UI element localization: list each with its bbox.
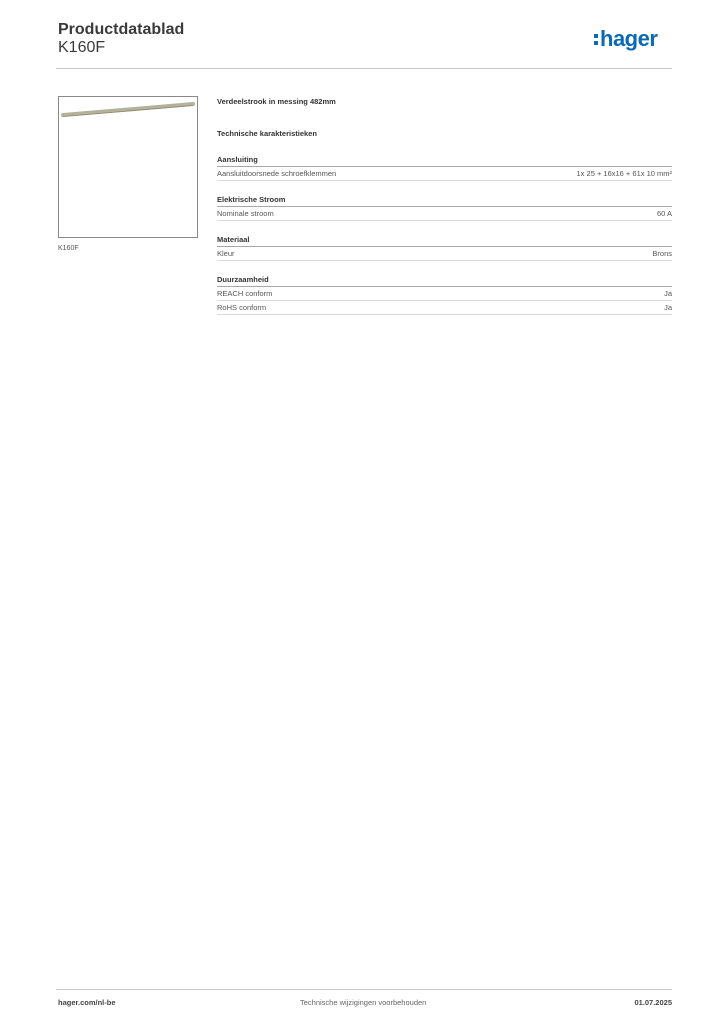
spec-label: Kleur: [217, 249, 235, 258]
spec-group-materiaal: [217, 234, 672, 261]
hager-logo: [594, 28, 657, 50]
footer-rule: [56, 989, 672, 990]
doc-subtitle: K160F: [58, 39, 106, 56]
header-rule: [56, 68, 672, 69]
spec-label: RoHS conform: [217, 303, 267, 312]
spec-heading: Technische karakteristieken: [217, 129, 317, 138]
spec-label: REACH conform: [217, 289, 273, 298]
product-image-caption: K160F: [58, 245, 79, 252]
spec-section: [217, 96, 672, 315]
spec-value: Ja: [664, 289, 672, 298]
group-title: Aansluiting: [217, 154, 672, 167]
spec-value: Brons: [652, 249, 672, 258]
product-image-frame: [58, 96, 198, 238]
spec-value: 60 A: [656, 209, 672, 218]
spec-row: [217, 287, 672, 301]
spec-row: [217, 167, 672, 181]
spec-label: Aansluitdoorsnede schroefklemmen: [217, 169, 337, 178]
footer-website[interactable]: hager.com/nl-be: [58, 998, 116, 1007]
spec-label: Nominale stroom: [217, 209, 274, 218]
footer-date: 01.07.2025: [634, 998, 672, 1007]
spec-value: 1x 25 + 16x16 + 61x 10 mm²: [576, 169, 672, 178]
group-title: Duurzaamheid: [217, 274, 672, 287]
product-name: Verdeelstrook in messing 482mm: [217, 97, 336, 106]
footer-notice: Technische wijzigingen voorbehouden: [300, 998, 427, 1007]
group-title: Materiaal: [217, 234, 672, 247]
group-title: Elektrische Stroom: [217, 194, 672, 207]
logo-dots-icon: [594, 32, 598, 46]
busbar-image: [59, 97, 197, 237]
spec-group-elektrische-stroom: [217, 194, 672, 221]
doc-title: Productdatablad: [58, 21, 185, 38]
spec-row: [217, 207, 672, 221]
logo-text: hager: [600, 26, 658, 51]
spec-group-aansluiting: [217, 154, 672, 181]
spec-group-duurzaamheid: [217, 274, 672, 315]
spec-row: [217, 247, 672, 261]
spec-value: Ja: [664, 303, 672, 312]
spec-row: [217, 301, 672, 315]
